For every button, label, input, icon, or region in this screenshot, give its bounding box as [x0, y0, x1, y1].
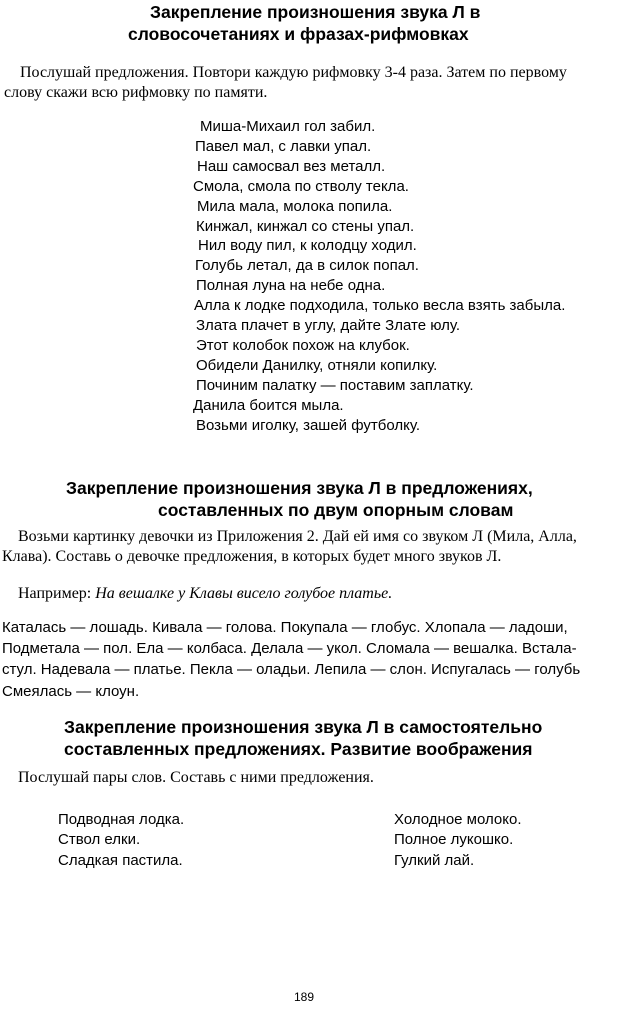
section2-instruction-line1: Возьми картинку девочки из Приложения 2. Дай ей имя со звуком Л (Мила, Алла,	[18, 528, 577, 545]
rhyme-line: Обидели Данилку, отняли копилку.	[196, 356, 438, 374]
example-label: Например:	[18, 585, 96, 602]
rhyme-line: Данила боится мыла.	[193, 396, 344, 414]
section1-instruction-line1: Послушай предложения. Повтори каждую рифмовку 3-4 раза. Затем по первому	[20, 64, 567, 81]
word-pair-line: Каталась — лошадь. Кивала — голова. Покупала — глобус. Хлопала — ладоши,	[2, 619, 568, 636]
rhyme-line: Смола, смола по стволу текла.	[193, 177, 409, 195]
rhyme-line: Кинжал, кинжал со стены упал.	[196, 217, 415, 235]
pair-left-item: Сладкая пастила.	[58, 851, 183, 869]
section2-title-line2: составленных по двум опорным словам	[158, 500, 514, 520]
rhyme-line: Наш самосвал вез металл.	[197, 157, 386, 175]
rhyme-line: Павел мал, с лавки упал.	[195, 137, 372, 155]
example-sentence	[18, 585, 392, 603]
section2-title-line1: Закрепление произношения звука Л в предложениях,	[66, 478, 533, 498]
rhyme-line: Миша-Михаил гол забил.	[200, 118, 376, 135]
rhyme-line: Полная луна на небе одна.	[196, 277, 386, 295]
rhyme-line: Мила мала, молока попила.	[197, 197, 393, 215]
pair-right-item: Холодное молоко.	[394, 811, 522, 828]
section1-instruction-line2: слову скажи всю рифмовку по памяти.	[4, 84, 268, 101]
rhyme-line: Злата плачет в углу, дайте Злате юлу.	[196, 317, 461, 334]
word-pair-line: Подметала — пол. Ела — колбаса. Делала — укол. Сломала — вешалка. Встала-	[2, 640, 577, 658]
pair-right-item: Полное лукошко.	[394, 831, 514, 849]
section3-instruction: Послушай пары слов. Составь с ними предложения.	[18, 769, 374, 786]
pair-left-item: Подводная лодка.	[58, 811, 185, 828]
rhyme-line: Этот колобок похож на клубок.	[196, 336, 410, 354]
rhyme-line: Голубь летал, да в силок попал.	[195, 257, 419, 275]
section2-instruction-line2: Клава). Составь о девочке предложения, в которых будет много звуков Л.	[2, 548, 502, 565]
rhyme-line: Алла к лодке подходила, только весла взять забыла.	[194, 297, 566, 315]
section1-title-line1: Закрепление произношения звука Л в	[150, 2, 481, 22]
section1-title-line2: словосочетаниях и фразах-рифмовках	[128, 24, 469, 44]
rhyme-line: Починим палатку — поставим заплатку.	[196, 376, 474, 394]
rhyme-line: Нил воду пил, к колодцу ходил.	[198, 237, 417, 255]
section3-title-line2: составленных предложениях. Развитие воображения	[64, 739, 533, 759]
pair-left-item: Ствол елки.	[58, 831, 141, 849]
rhyme-line: Возьми иголку, зашей футболку.	[196, 416, 421, 434]
word-pair-line: стул. Надевала — платье. Пекла — оладьи. Лепила — слон. Испугалась — голубь	[2, 661, 581, 679]
section3-title-line1: Закрепление произношения звука Л в самостоятельно	[64, 717, 543, 737]
page-number: 189	[294, 990, 315, 1004]
example-text: На вешалке у Клавы висело голубое платье.	[95, 585, 393, 602]
pair-right-item: Гулкий лай.	[394, 851, 475, 869]
word-pair-line: Смеялась — клоун.	[2, 682, 140, 700]
